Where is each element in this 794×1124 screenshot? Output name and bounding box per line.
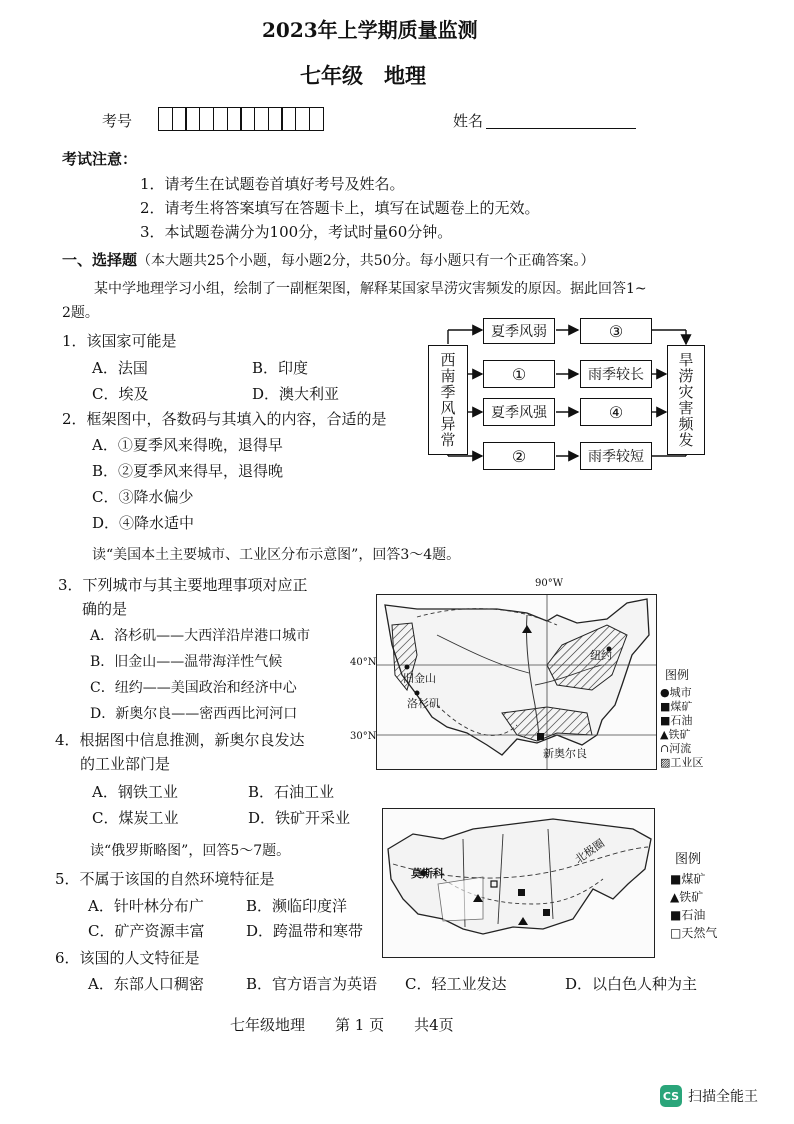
diagram-box-row3-b: ④ (580, 398, 652, 426)
q1-option-a[interactable]: A．法国 (92, 359, 148, 377)
ru-city-moscow: 莫斯科 (411, 867, 444, 880)
question-2-stem: 2．框架图中，各数码与其填入的内容，合适的是 (62, 410, 387, 428)
ru-legend-gas: □天然气 (670, 926, 718, 940)
q3-option-a[interactable]: A．洛杉矶——大西洋沿岸港口城市 (90, 628, 311, 644)
q6-option-c[interactable]: C．轻工业发达 (405, 975, 507, 993)
diagram-box-row2-b: 雨季较长 (580, 360, 652, 388)
us-legend-industry: ▨工业区 (660, 756, 704, 769)
name-field[interactable] (486, 128, 636, 129)
notice-heading: 考试注意： (62, 150, 138, 168)
q3-option-c[interactable]: C．纽约——美国政治和经济中心 (90, 680, 297, 696)
us-legend-title: 图例 (665, 668, 690, 682)
russia-map (382, 808, 655, 958)
q1-option-c[interactable]: C．埃及 (92, 385, 149, 403)
ru-legend-iron: ▲铁矿 (670, 890, 704, 904)
question-4-stem: 4．根据图中信息推测，新奥尔良发达 (55, 731, 305, 749)
exam-no-grid[interactable] (158, 107, 322, 135)
q6-option-a[interactable]: A．东部人口稠密 (88, 975, 204, 993)
us-map (376, 594, 657, 770)
industry-hatch-icon: ▨ (660, 756, 671, 769)
q5-option-c[interactable]: C．矿产资源丰富 (88, 922, 205, 940)
notice-item: 1．请考生在试题卷首填好考号及姓名。 (140, 175, 405, 193)
us-map-lon-label: 90°W (535, 578, 564, 589)
us-city-la: 洛杉矶 (407, 697, 440, 710)
diagram-box-row1-a: 夏季风弱 (483, 318, 555, 344)
q6-option-b[interactable]: B．官方语言为英语 (246, 975, 378, 993)
q5-option-a[interactable]: A．针叶林分布广 (88, 897, 204, 915)
iron-triangle-icon: ▲ (660, 728, 669, 741)
section-desc: （本大题共25个小题，每小题2分，共50分。每小题只有一个正确答案。） (137, 253, 595, 269)
q4-option-c[interactable]: C．煤炭工业 (92, 809, 179, 827)
coal-square-icon: ■ (660, 700, 671, 713)
city-dot-icon: ● (660, 686, 670, 699)
intro-text: 某中学地理学习小组，绘制了一副框架图，解释某国家旱涝灾害频发的原因。据此回答1~ (94, 281, 647, 297)
q2-option-b[interactable]: B．②夏季风来得早，退得晚 (92, 462, 284, 480)
question-5-stem: 5．不属于该国的自然环境特征是 (55, 870, 275, 888)
q4-option-d[interactable]: D．铁矿开采业 (248, 809, 351, 827)
read-us-map-text: 读“美国本土主要城市、工业区分布示意图”，回答3～4题。 (92, 547, 461, 563)
us-legend-iron: ▲铁矿 (660, 728, 691, 741)
question-6-stem: 6．该国的人文特征是 (55, 949, 200, 967)
us-map-lat30-label: 30°N (350, 731, 377, 742)
question-3-stem-cont: 确的是 (82, 600, 128, 618)
q3-option-b[interactable]: B．旧金山——温带海洋性气候 (90, 654, 283, 670)
us-legend-river: ∩河流 (660, 742, 692, 755)
diagram-box-row1-b: ③ (580, 318, 652, 344)
gas-outline-icon: □ (670, 926, 682, 940)
coal-square-icon: ■ (670, 872, 682, 886)
question-1-stem: 1．该国家可能是 (62, 332, 177, 350)
us-city-sf: 旧金山 (403, 672, 436, 685)
ru-legend-title: 图例 (675, 852, 702, 867)
us-city-ny: 纽约 (590, 649, 612, 662)
oil-square-icon: ■ (670, 908, 682, 922)
us-map-lat40-label: 40°N (350, 657, 377, 668)
q3-option-d[interactable]: D．新奥尔良——密西西比河河口 (90, 706, 298, 722)
diagram-right-box: 旱涝灾害频发 (667, 345, 705, 455)
q2-option-d[interactable]: D．④降水适中 (92, 514, 195, 532)
exam-no-cell[interactable] (309, 107, 324, 131)
notice-item: 3．本试题卷满分为100分，考试时量60分钟。 (140, 223, 453, 241)
oil-square-icon: ■ (660, 714, 671, 727)
diagram-box-row2-a: ① (483, 360, 555, 388)
q5-option-d[interactable]: D．跨温带和寒带 (246, 922, 364, 940)
diagram-box-row3-a: 夏季风强 (483, 398, 555, 426)
ru-arctic-circle-label: 北极圈 (572, 836, 608, 867)
us-city-no: 新奥尔良 (543, 747, 587, 760)
section-heading: 一、选择题 (62, 251, 138, 269)
q2-option-c[interactable]: C．③降水偏少 (92, 488, 194, 506)
us-legend-oil: ■石油 (660, 714, 693, 727)
ru-legend-coal: ■煤矿 (670, 872, 706, 886)
diagram-left-box: 西南季风异常 (428, 345, 468, 455)
q4-option-b[interactable]: B．石油工业 (248, 783, 335, 801)
q6-option-d[interactable]: D．以白色人种为主 (565, 975, 698, 993)
q5-option-b[interactable]: B．濒临印度洋 (246, 897, 348, 915)
russia-map-drawing (383, 809, 655, 958)
intro-text-cont: 2题。 (62, 305, 99, 321)
read-ru-map-text: 读“俄罗斯略图”，回答5～7题。 (90, 843, 291, 859)
diagram-box-row4-a: ② (483, 442, 555, 470)
us-legend-coal: ■煤矿 (660, 700, 693, 713)
exam-no-label: 考号 (102, 112, 133, 130)
notice-item: 2．请考生将答案填写在答题卡上，填写在试题卷上的无效。 (140, 199, 540, 217)
exam-title: 2023年上学期质量监测 (262, 18, 478, 42)
iron-triangle-icon: ▲ (670, 890, 680, 904)
question-4-stem-cont: 的工业部门是 (80, 755, 171, 773)
diagram-box-row4-b: 雨季较短 (580, 442, 652, 470)
question-3-stem: 3．下列城市与其主要地理事项对应正 (58, 576, 308, 594)
q1-option-b[interactable]: B．印度 (252, 359, 309, 377)
q1-option-d[interactable]: D．澳大利亚 (252, 385, 340, 403)
us-legend-city: ●城市 (660, 686, 692, 699)
scanner-watermark: 扫描全能王 (688, 1089, 758, 1105)
name-label: 姓名 (453, 112, 484, 130)
q4-option-a[interactable]: A．钢铁工业 (92, 783, 178, 801)
ru-legend-oil: ■石油 (670, 908, 706, 922)
camscanner-logo-icon: CS (660, 1085, 682, 1107)
q2-option-a[interactable]: A．①夏季风来得晚，退得早 (92, 436, 283, 454)
subject-title: 七年级 地理 (300, 63, 426, 88)
river-icon: ∩ (660, 742, 670, 755)
page-footer: 七年级地理 第 1 页 共4页 (230, 1016, 454, 1034)
